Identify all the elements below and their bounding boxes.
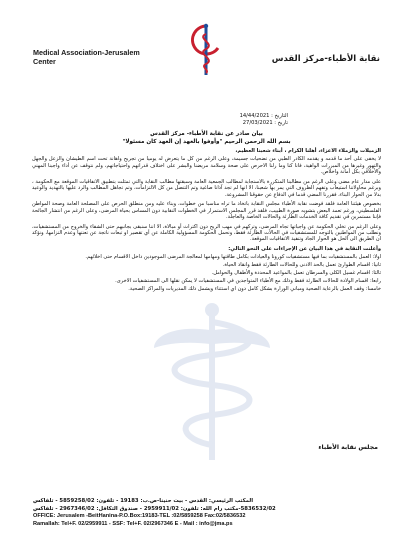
list-item: رابعا: اقسام الولادة للحالات الطارئة فقط وذلك مع الأطباء المتواجدين في المستشفيات لا يمكن نقلها الى المستشفيات الاخرى. (115, 278, 381, 285)
footer-line-english-1: OFFICE: Jerusalem -BeitHanina-P.O.Box:19183-TEL :02/5859258 Fax:02/5836532 (33, 513, 246, 520)
footer-line-arabic-2: 5836532/02-مكتب رام الله: تلفون: 2959911/02 - صندوق التكافل: 2967346/02 - تلفاكس (33, 505, 276, 512)
footer-contacts (33, 498, 380, 553)
footer-line-arabic-1: المكتب الرئيسي: القدس - بيت حنينا-ص.ب: 19183 - تلفون: 5859258/02 - تلفاكس (33, 498, 254, 504)
subject-basmala: بسم الله الرحمن الرحيم "وأوفوا بالعهد إن العهد كان مسئولا" (122, 138, 291, 145)
subject-title: بيان صادر عن نقابة الأطباء- مركز القدس (150, 131, 263, 137)
org-name-english-line2: Center (33, 57, 56, 66)
date-block (218, 113, 288, 127)
org-name-english-line1: Medical Association-Jerusalem (33, 48, 140, 57)
body-paragraph-1: لا يخفى على أحد ما قدمه و يقدمه الكادر الطبي من تضحيات جسيمة، وعلى الرغم من كل ما يتعرض له يوميا من تجريح واهانة تحت اسم الطيشان والزعل والجهل والتهور وغيرها من المبررات الواهية، فانا كنا وما زلنا الاحرص على صحة وسلامة مريضنا والبشر على اختلاف قدراتهم واحتياجاتهم، ولم نتوقف عن أداء واجبنا المهني والأخلاقي بكل أمانة واخلاص. (32, 156, 381, 176)
list-item: اولا: العمل بالمستشفيات بما فيها مستشفيات كورونا والعيادات بكامل طاقتها ومهامها لمعالجة المرضى الموجودين داخل الاقسام حتى اخلائهم. (85, 254, 381, 261)
decision-title: وأعلنت النقابة في هذا البيان عن الإجراءات على النحو التالي: (228, 245, 381, 252)
org-name-english (33, 48, 173, 66)
body-paragraph-2: على مدار عام مضى وعلى الرغم من مطالبنا المتكررة بالاستجابة لمطالب الجمعية العامة وسبقتها مطالب النقابة والتي تمثلت بتطبيق الاتفاقيات الموقعة مع الحكومة ، وبرغم محاولاتنا استيعاب وتفهم الظروف التي يمر بها شعبنا، الا انها لم تجد آذانا صاغية وتم التنصل من كل الالتزامات، وتم تجاهل المطالب والرد عليها بالتهديد والوعيد بدلا من الحوار البناء، فقررنا المضي قدما في الدفاع عن حقوقنا المشروعة. (32, 178, 381, 198)
medical-association-logo (188, 22, 224, 82)
list-item: ثالثا: اقسام غسيل الكلى والسرطان تعمل بالمواعيد المحددة والأطفال والحوامل. (211, 270, 381, 277)
signature: مجلس نقابة الأطباء (318, 444, 378, 451)
caduceus-watermark-icon (152, 300, 272, 470)
list-item: خامسا: وقف العمل بالرعاية الصحية ومباني الوزارة بشكل كامل دون اي استثناء ويشمل ذلك المديريات والمراكز الصحية. (128, 286, 381, 293)
date-line-2: تاريخ : 27/03/2021 (242, 120, 288, 126)
footer-line-english-2: Ramallah: Tel+F. 02/2959911 - SSF: Tel+F. 02/2967346 E - Mail : info@jma.ps (33, 520, 233, 527)
org-name-arabic: نقابة الأطباء-مركز القدس (271, 54, 380, 64)
body-paragraph-3: بخصوص هيئتنا العامة فلقد فوضت نقابة الأطباء مجلس النقابة باتخاذ ما تراه مناسبا من خطوات، وبناء عليه ومن منطلق الحرص على المصلحة العامة وصحة المواطن الفلسطيني، ورغم تعمد البعض بتشويه صورة الطبيب، فلقد قرر المجلس الاستمرار في الخطوات النقابية دون المساس بحياة المرضى، وعلى الرغم من انتشار الجائحة فإننا مستمرين في تقديم كافة الخدمات الطارئة والحالات الخاصة والعاجلة. (32, 201, 381, 221)
body-paragraph-4: وعلى الرغم من تخلي الحكومة عن واجباتها تجاه المرضى، وتركهم في مهب الريح دون اكتراث أو مبالاة، الا اننا سنبقى بجانبهم حتى الشفاء والخروج من المستشفيات، ونطلب من المواطنين بالتوجه للمستشفيات في الحالات الطارئة فقط، ونحمل الحكومة المسؤولية الكاملة عن أي تقصير او تبعات ناتجة عن تعنتها وعدم التزامها، ونؤكد ان الطريق الى الحل هو الحوار الجاد وتنفيذ الاتفاقيات الموقعة. (32, 223, 381, 243)
statement-body (32, 148, 381, 294)
list-item: ثانيا: اقسام الطوارئ تعمل بالحد الادنى وللحالات الطارئة فقط وانقاذ الحياة. (222, 262, 381, 269)
date-line: التاريخ : 14/44/2021 (239, 113, 288, 119)
statement-subject (20, 131, 393, 146)
salutation: الزميلات والزملاء الاعزاء، أهلنا الكرام ، أبناء شعبنا العظيم، (235, 148, 381, 154)
